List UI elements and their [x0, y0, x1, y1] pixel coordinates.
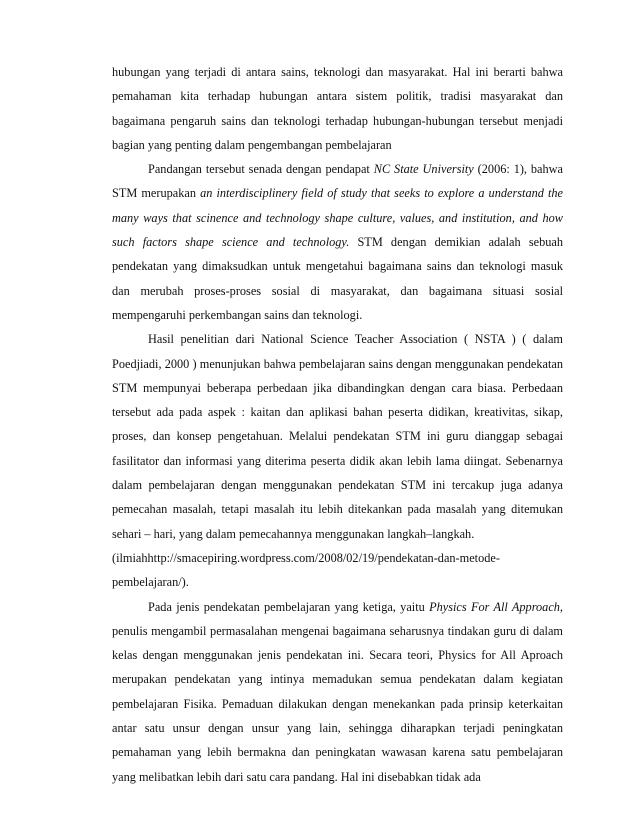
- paragraph-text: STM dengan demikian adalah sebuah pendekatan yang dimaksudkan untuk mengetahui bagaimana sains dan teknologi masuk dan merubah proses-proses sosial di masyarakat, dan bagaimana situasi sosial mempengaruhi perkembangan sains dan teknologi.: [112, 235, 563, 322]
- url-line: pembelajaran/).: [112, 575, 189, 590]
- paragraph-nsta-research: Hasil penelitian dari National Science Teacher Association ( NSTA ) ( dalam Poedjiadi, 2000 ) menunjukan bahwa pembelajaran sains dengan menggunakan pendekatan STM mempunyai beberapa perbedaan jika dibandingkan dengan cara biasa. Perbedaan tersebut ada pada aspek : kaitan dan aplikasi bahan peserta didikan, kreativitas, sikap, proses, dan konsep pengetahuan. Melalui pendekatan STM ini guru dianggap sebagai fasilitator dan informasi yang diterima peserta didik akan lebih lama diingat. Sebenarnya dalam pembelajaran dengan menggunakan pendekatan STM ini tercakup juga adanya pemecahan masalah, tetapi masalah itu lebih ditekankan pada masalah yang ditemukan sehari – hari, yang dalam pemecahannya menggunakan langkah–langkah.: [112, 332, 563, 541]
- paragraph-text: Pada jenis pendekatan pembelajaran yang ketiga, yaitu: [148, 599, 430, 614]
- paragraph-text: Pandangan tersebut senada dengan pendapat: [148, 162, 374, 177]
- url-line: (ilmiahhttp://smacepiring.wordpress.com/2008/02/19/pendekatan-dan-metode-: [112, 550, 500, 565]
- approach-name: Physics For All Approach,: [429, 599, 564, 614]
- paragraph-text: penulis mengambil permasalahan mengenai bagaimana seharusnya tindakan guru di dalam kelas dengan menggunakan jenis pendekatan ini. Secara teori, Physics for All Aproach merupakan pendekatan yang intinya memadukan semua pendekatan dalam kegiatan pembelajaran Fisika. Pemaduan dilakukan dengan menekankan pada prinsip keterkaitan antar satu unsur dengan unsur yang lain, sehingga diharapkan terjadi peningkatan pemahaman yang lebih bermakna dan peningkatan wawasan karena satu pembelajaran yang melibatkan lebih dari satu cara pandang. Hal ini disebabkan tidak ada: [112, 623, 563, 784]
- paragraph-intro: hubungan yang terjadi di antara sains, teknologi dan masyarakat. Hal ini berarti bahwa pemahaman kita terhadap hubungan antara sistem politik, tradisi masyarakat dan bagaimana pengaruh sains dan teknologi terhadap hubungan-hubungan tersebut menjadi bagian yang penting dalam pengembangan pembelajaran: [112, 65, 563, 152]
- paragraph-stm-definition: [112, 157, 563, 327]
- document-page: [112, 60, 563, 789]
- source-citation: NC State University: [373, 162, 474, 177]
- english-quote: an interdisciplinery field of study that seeks to explore a understand the many ways that scinence and technology shape culture, values, and institution, and how such factors shape science and technology.: [112, 186, 563, 250]
- url-reference: [112, 546, 563, 595]
- paragraph-text: (2006: 1), bahwa STM merupakan: [112, 162, 563, 201]
- paragraph-physics-for-all: [112, 595, 563, 789]
